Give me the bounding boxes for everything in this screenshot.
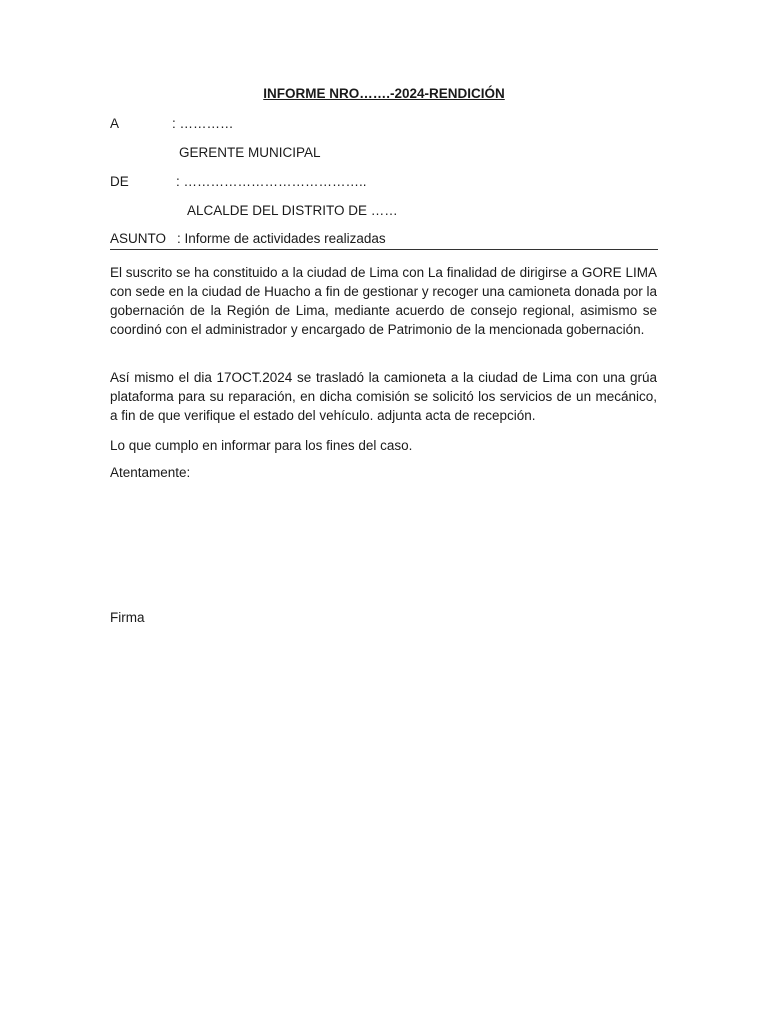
to-label: A	[110, 116, 120, 131]
subject-label: ASUNTO	[110, 231, 167, 246]
body-paragraph-3: Lo que cumplo en informar para los fines del caso.	[110, 438, 413, 453]
from-value: : …………………………………..	[176, 174, 367, 189]
closing-text: Atentamente:	[110, 465, 191, 480]
signature-label: Firma	[110, 610, 145, 625]
body-paragraph-2: Así mismo el dia 17OCT.2024 se trasladó la camioneta a la ciudad de Lima con una grúa plataforma para su reparación, en dicha comisión se solicitó los servicios de un mecánico, a fin de que verifique el estado del vehículo. adjunta acta de recepción.	[110, 370, 657, 423]
to-value: : …………	[172, 116, 234, 131]
subject-divider	[110, 249, 658, 250]
subject-value: : Informe de actividades realizadas	[177, 231, 386, 246]
body-paragraph-1: El suscrito se ha constituido a la ciudad de Lima con La finalidad de dirigirse a GORE LIMA con sede en la ciudad de Huacho a fin de gestionar y recoger una camioneta donada por la gobernación de la Región de Lima, mediante acuerdo de consejo regional, asimismo se coordinó con el administrador y encargado de Patrimonio de la mencionada gobernación.	[110, 265, 657, 337]
from-position: ALCALDE DEL DISTRITO DE ……	[187, 203, 398, 218]
report-title: INFORME NRO…….-2024-RENDICIÓN	[263, 86, 505, 101]
to-position: GERENTE MUNICIPAL	[179, 145, 321, 160]
from-label: DE	[110, 174, 129, 189]
